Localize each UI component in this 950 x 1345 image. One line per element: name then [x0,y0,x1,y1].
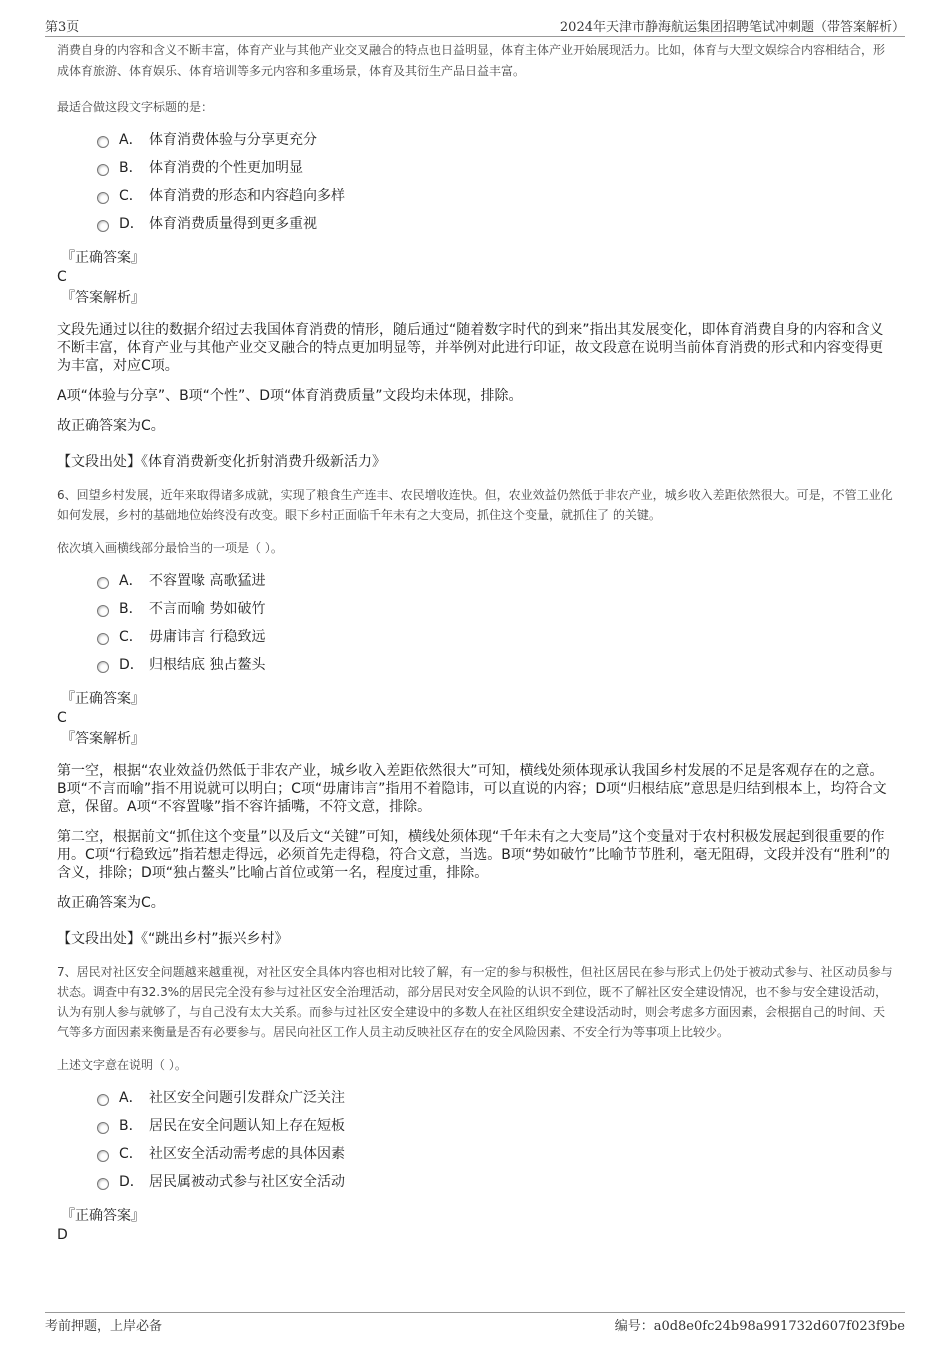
radio-button-icon[interactable] [97,605,109,617]
q6-option-d[interactable]: D． 归根结底 独占鳌头 [97,650,893,678]
radio-button-icon[interactable] [97,661,109,673]
question-7 [57,962,893,1243]
document-code: 编号：a0d8e0fc24b98a991732d607f023f9be [614,1319,905,1334]
q5-option-c[interactable]: C． 体育消费的形态和内容趋向多样 [97,181,893,209]
radio-button-icon[interactable] [97,1094,109,1106]
q5-passage: 消费自身的内容和含义不断丰富，体育产业与其他产业交叉融合的特点也日益明显，体育主体产业开始展现活力。比如，体育与大型文娱综合内容相结合，形成体育旅游、体育娱乐、体育培训等多元内容和多重场景，体育及其衍生产品日益丰富。 [57,43,886,78]
q6-prompt: 依次填入画横线部分最恰当的一项是（ ）。 [57,541,283,555]
q5-answer-label: 『正确答案』 [61,250,145,266]
q7-answer-label: 『正确答案』 [61,1208,145,1224]
q5-options [97,125,893,237]
footer-slogan: 考前押题，上岸必备 [45,1319,163,1334]
radio-button-icon[interactable] [97,1178,109,1190]
radio-button-icon[interactable] [97,164,109,176]
q7-options [97,1083,893,1195]
q7-option-d[interactable]: D． 居民属被动式参与社区安全活动 [97,1167,893,1195]
page-footer [45,1312,905,1343]
radio-button-icon[interactable] [97,633,109,645]
document-title: 2024年天津市静海航运集团招聘笔试冲刺题（带答案解析） [559,20,905,35]
q5-option-b[interactable]: B． 体育消费的个性更加明显 [97,153,893,181]
q7-answer: D [57,1227,68,1243]
q7-option-a[interactable]: A． 社区安全问题引发群众广泛关注 [97,1083,893,1111]
q6-analysis-label: 『答案解析』 [61,731,145,747]
q5-analysis-paragraph: 文段先通过以往的数据介绍过去我国体育消费的情形，随后通过“随着数字时代的到来”指出其发展变化，即体育消费自身的内容和含义不断丰富，体育产业与其他产业交叉融合的特点更加明显等，并举例对此进行印证，故文段意在说明当前体育消费的形式和内容变得更为丰富，对应C项。 [57,322,884,374]
q7-option-c[interactable]: C． 社区安全活动需考虑的具体因素 [97,1139,893,1167]
q7-stem: 7、居民对社区安全问题越来越重视，对社区安全具体内容也相对比较了解，有一定的参与积极性，但社区居民在参与形式上仍处于被动式参与、社区动员参与状态。调查中有32.3%的居民完全没有参与过社区安全治理活动，部分居民对安全风险的认识不到位，既不了解社区安全建设情况，也不参与安全建设活动，认为有别人参与就够了，与自己没有太大关系。而参与过社区安全建设中的多数人在社区组织安全建设活动时，则会考虑多方面因素，会根据自己的时间、天气等多方面因素来衡量是否有必要参与。居民向社区工作人员主动反映社区存在的安全风险因素、不安全行为等事项上比较少。 [57,965,893,1039]
q7-option-b[interactable]: B． 居民在安全问题认知上存在短板 [97,1111,893,1139]
radio-button-icon[interactable] [97,136,109,148]
q6-options [97,566,893,678]
q6-answer: C [57,710,67,726]
page-number: 第3页 [45,20,80,35]
q6-stem: 6、回望乡村发展，近年来取得诸多成就，实现了粮食生产连丰、农民增收连快。但，农业效益仍然低于非农产业，城乡收入差距依然很大。可是，不管工业化如何发展，乡村的基础地位始终没有改变。眼下乡村正面临千年未有之大变局，抓住这个变量，就抓住了 的关键。 [57,488,893,522]
q5-option-a[interactable]: A． 体育消费体验与分享更充分 [97,125,893,153]
q6-option-a[interactable]: A． 不容置喙 高歌猛进 [97,566,893,594]
radio-button-icon[interactable] [97,220,109,232]
radio-button-icon[interactable] [97,1122,109,1134]
q5-prompt: 最适合做这段文字标题的是： [57,100,214,114]
q5-analysis-paragraph: A项“体验与分享”、B项“个性”、D项“体育消费质量”文段均未体现，排除。 [57,388,523,404]
question-6 [57,485,893,948]
q6-analysis-paragraph: 第二空，根据前文“抓住这个变量”以及后文“关键”可知，横线处须体现“千年未有之大变局”这个变量对于农村积极发展起到很重要的作用。C项“行稳致远”指若想走得远，必须首先走得稳，符合文意，当选。B项“势如破竹”比喻节节胜利，毫无阻碍，文段并没有“胜利”的含义，排除；D项“独占鳌头”比喻占首位或第一名，程度过重，排除。 [57,829,890,881]
page-content [57,40,893,1243]
q6-analysis-paragraph: 故正确答案为C。 [57,895,165,911]
q5-analysis-label: 『答案解析』 [61,290,145,306]
q5-analysis-paragraph: 故正确答案为C。 [57,418,165,434]
page-header [45,14,905,37]
q6-option-b[interactable]: B． 不言而喻 势如破竹 [97,594,893,622]
q5-answer: C [57,269,67,285]
q7-prompt: 上述文字意在说明（ ）。 [57,1058,187,1072]
q5-source: 【文段出处】《体育消费新变化折射消费升级新活力》 [57,454,386,470]
q6-option-c[interactable]: C． 毋庸讳言 行稳致远 [97,622,893,650]
radio-button-icon[interactable] [97,192,109,204]
q6-answer-label: 『正确答案』 [61,691,145,707]
radio-button-icon[interactable] [97,1150,109,1162]
question-5 [57,40,893,471]
q5-option-d[interactable]: D． 体育消费质量得到更多重视 [97,209,893,237]
q6-source: 【文段出处】《“跳出乡村”振兴乡村》 [57,931,289,947]
radio-button-icon[interactable] [97,577,109,589]
q6-analysis-paragraph: 第一空，根据“农业效益仍然低于非农产业，城乡收入差距依然很大”可知，横线处须体现承认我国乡村发展的不足是客观存在的之意。B项“不言而喻”指不用说就可以明白；C项“毋庸讳言”指用不着隐讳，可以直说的内容；D项“归根结底”意思是归结到根本上，均符合文意，保留。A项“不容置喙”指不容许插嘴，不符文意，排除。 [57,763,887,815]
